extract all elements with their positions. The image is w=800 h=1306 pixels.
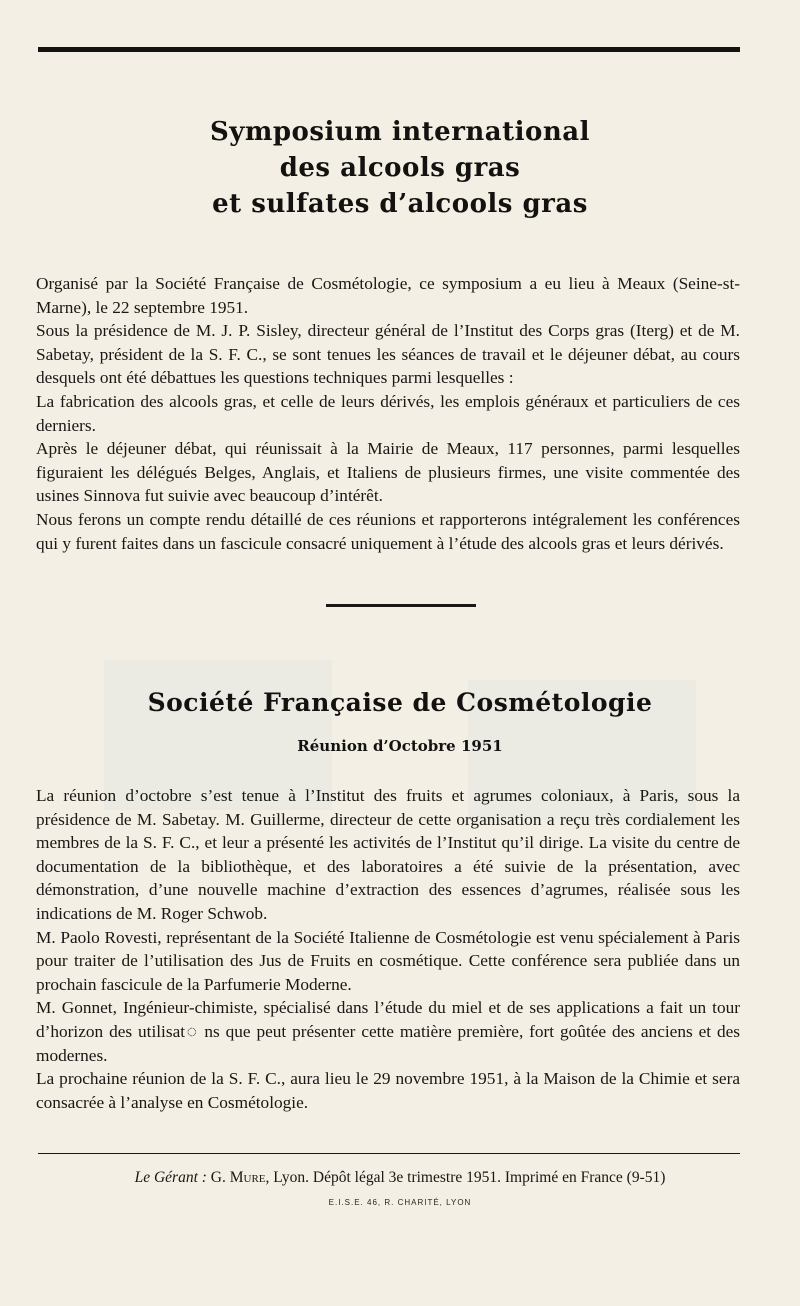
article2-paragraph: La réunion d’octobre s’est tenue à l’Institut des fruits et agrumes coloniaux, à Paris, sous la présidence de M. Sabetay. M. Guillerme, directeur de cette organisation a reçu très cordialement les membres de la S. F. C., et leur a présenté les activités de l’Institut qu’il dirige. La visite du centre de documentation de la bibliothèque, et des laboratoires a été suivie de la présentation, avec démonstration, d’une nouvelle machine d’extraction des essences d’agrumes, réalisée sous les indications de M. Roger Schwob. [36, 786, 740, 923]
article1-title [36, 114, 764, 222]
article1-title-line-1: Symposium international [209, 117, 591, 147]
article2-body [36, 784, 740, 1114]
section-divider [326, 604, 476, 607]
footer-imprint [36, 1168, 764, 1188]
footer-legal-text: Lyon. Dépôt légal 3e trimestre 1951. Imprimé en France (9-51) [273, 1169, 666, 1186]
footer-gerant-label: Le Gérant : [134, 1169, 207, 1186]
article1-paragraph: Sous la présidence de M. J. P. Sisley, directeur général de l’Institut des Corps gras (Iterg) et de M. Sabetay, président de la S. F. C., se sont tenues les séances de travail et le déjeuner débat, au cours desquels ont été débattues les questions techniques parmi lesquelles : [36, 321, 740, 388]
article1-paragraph: Organisé par la Société Française de Cosmétologie, ce symposium a eu lieu à Meaux (Seine-st-Marne), le 22 septembre 1951. [36, 274, 740, 317]
article1-paragraph: Nous ferons un compte rendu détaillé de ces réunions et rapporterons intégralement les conférences qui y furent faites dans un fascicule consacré uniquement à l’étude des alcools gras et leurs dérivés. [36, 509, 740, 553]
article1-title-line-2: des alcools gras [279, 153, 521, 183]
article2-paragraph: La prochaine réunion de la S. F. C., aura lieu le 29 novembre 1951, à la Maison de la Chimie et sera consacrée à l’analyse en Cosmétologie. [36, 1069, 740, 1112]
top-rule [38, 47, 740, 52]
article2-paragraph: M. Paolo Rovesti, représentant de la Société Italienne de Cosmétologie est venu spécialement à Paris pour traiter de l’utilisation des Jus de Fruits en cosmétique. Cette conférence sera publiée dans un prochain fascicule de la Parfumerie Moderne. [36, 927, 740, 994]
article1-paragraph: La fabrication des alcools gras, et celle de leurs dérivés, les emplois généraux et particuliers de ces derniers. [36, 391, 740, 435]
footer-rule [38, 1153, 740, 1154]
article1-body [36, 272, 740, 555]
printer-credit: E.I.S.E. 46, R. CHARITÉ, LYON [328, 1198, 472, 1207]
footer-gerant-name: G. Mure, [210, 1169, 270, 1186]
article2-subtitle: Réunion d’Octobre 1951 [297, 737, 503, 755]
article1-title-line-3: et sulfates d’alcools gras [212, 189, 588, 219]
article2-title: Société Française de Cosmétologie [147, 688, 653, 717]
article2-paragraph: M. Gonnet, Ingénieur-chimiste, spécialisé dans l’étude du miel et de ses applications a fait un tour d’horizon des utilisat◌ ns que peut présenter cette matière première, fort goûtée des anciens et des modernes. [36, 998, 740, 1065]
article1-paragraph: Après le déjeuner débat, qui réunissait à la Mairie de Meaux, 117 personnes, parmi lesquelles figuraient les délégués Belges, Anglais, et Italiens de plusieurs firmes, une visite commentée des usines Sinnova fut suivie avec beaucoup d’intérêt. [36, 439, 740, 506]
